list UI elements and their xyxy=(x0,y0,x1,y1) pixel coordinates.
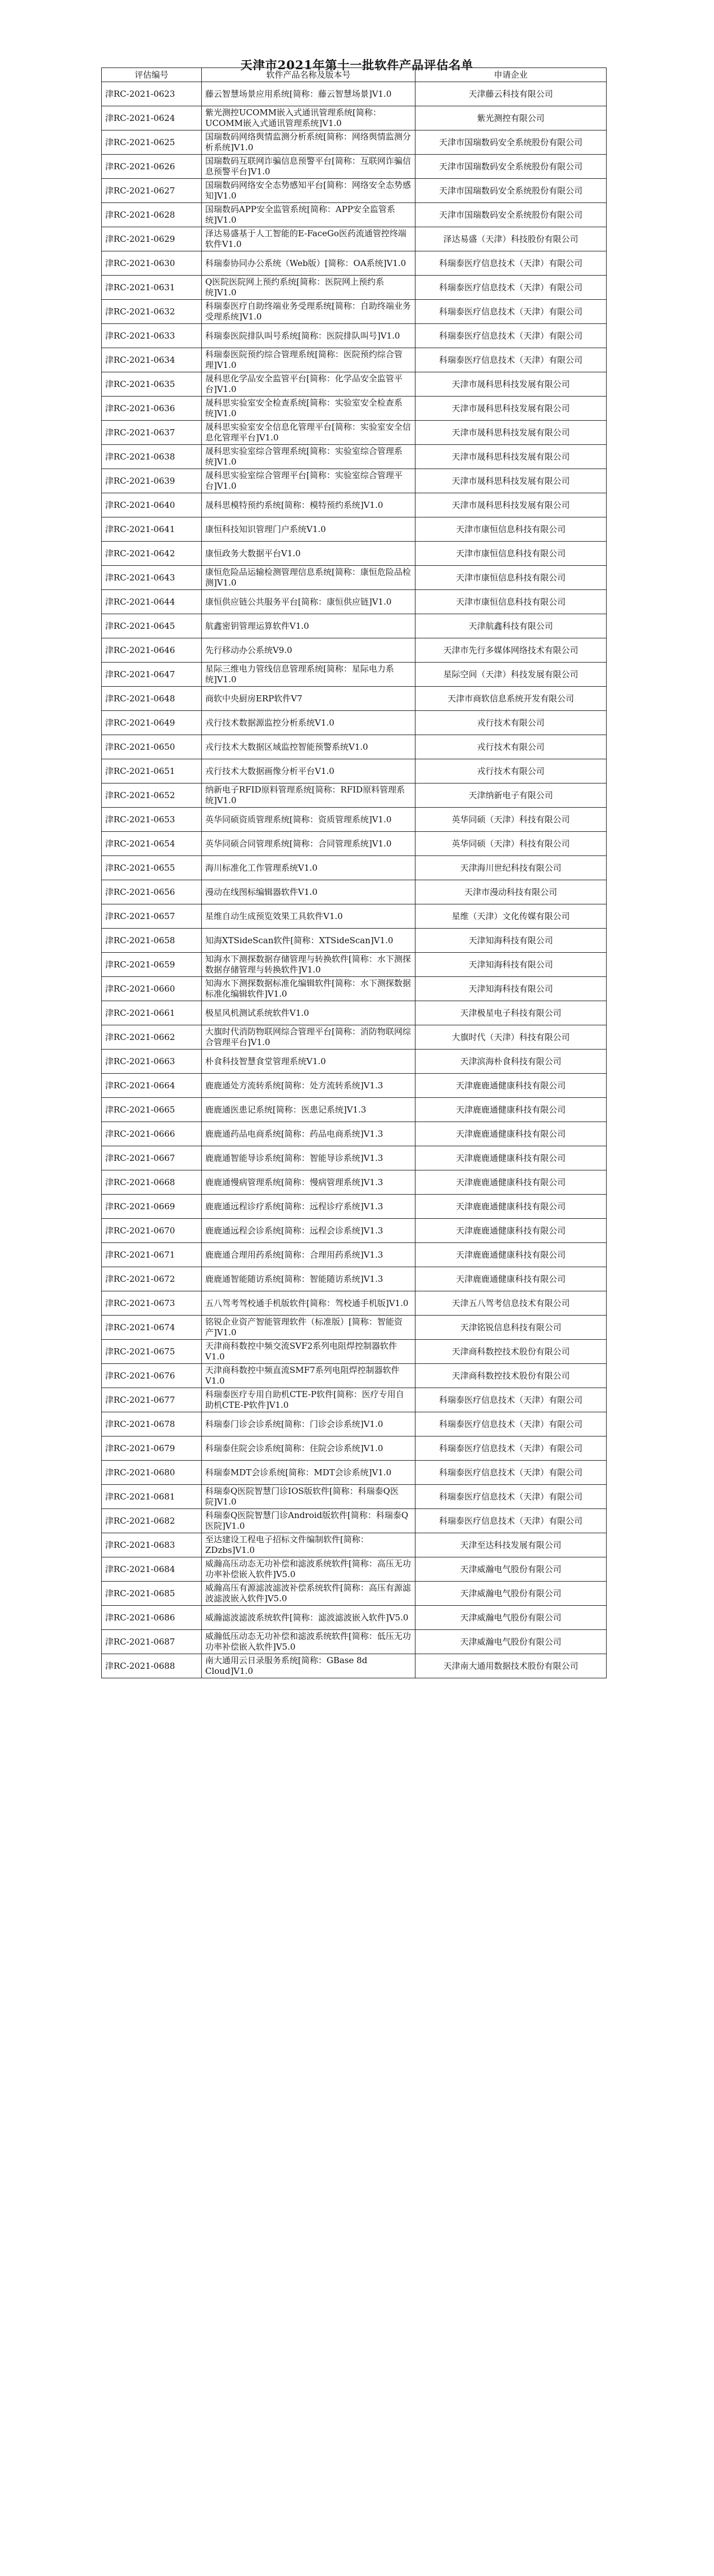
product-name-cell: 紫光测控UCOMM嵌入式通讯管理系统[简称：UCOMM嵌入式通讯管理系统]V1.0 xyxy=(202,106,415,130)
applicant-cell: 天津纳新电子有限公司 xyxy=(415,783,607,808)
table-row xyxy=(102,687,607,711)
eval-id-cell: 津RC-2021-0668 xyxy=(102,1170,202,1195)
product-name-cell: 鹿鹿通合理用药系统[简称：合理用药系统]V1.3 xyxy=(202,1243,415,1267)
table-row xyxy=(102,929,607,953)
eval-id-cell: 津RC-2021-0685 xyxy=(102,1582,202,1606)
eval-id-cell: 津RC-2021-0647 xyxy=(102,663,202,687)
applicant-cell: 天津鹿鹿通健康科技有限公司 xyxy=(415,1122,607,1146)
table-row xyxy=(102,1050,607,1074)
table-row xyxy=(102,590,607,614)
product-name-cell: 威瀚高压有源滤波滤波补偿系统软件[简称：高压有源滤波滤波嵌入软件]V5.0 xyxy=(202,1582,415,1606)
table-row xyxy=(102,1243,607,1267)
applicant-cell: 天津市商软信息系统开发有限公司 xyxy=(415,687,607,711)
table-row xyxy=(102,1606,607,1630)
eval-id-cell: 津RC-2021-0664 xyxy=(102,1074,202,1098)
eval-id-cell: 津RC-2021-0637 xyxy=(102,421,202,445)
table-header-row xyxy=(102,68,607,82)
product-name-cell: 知海水下测探数据存储管理与转换软件[简称：水下测探数据存储管理与转换软件]V1.0 xyxy=(202,953,415,977)
applicant-cell: 天津鹿鹿通健康科技有限公司 xyxy=(415,1098,607,1122)
eval-id-cell: 津RC-2021-0627 xyxy=(102,179,202,203)
table-row xyxy=(102,808,607,832)
product-name-cell: 科瑞泰Q医院智慧门诊Android版软件[简称：科瑞泰Q医院]V1.0 xyxy=(202,1509,415,1533)
eval-id-cell: 津RC-2021-0643 xyxy=(102,566,202,590)
applicant-cell: 科瑞泰医疗信息技术（天津）有限公司 xyxy=(415,324,607,348)
product-name-cell: 南大通用云日录服务系统[简称：GBase 8d Cloud]V1.0 xyxy=(202,1654,415,1678)
applicant-cell: 天津鹿鹿通健康科技有限公司 xyxy=(415,1170,607,1195)
table-row xyxy=(102,735,607,759)
applicant-cell: 英华同硕（天津）科技有限公司 xyxy=(415,832,607,856)
applicant-cell: 天津威瀚电气股份有限公司 xyxy=(415,1557,607,1582)
eval-id-cell: 津RC-2021-0641 xyxy=(102,517,202,542)
eval-id-cell: 津RC-2021-0650 xyxy=(102,735,202,759)
applicant-cell: 科瑞泰医疗信息技术（天津）有限公司 xyxy=(415,1436,607,1461)
eval-id-cell: 津RC-2021-0665 xyxy=(102,1098,202,1122)
applicant-cell: 天津市漫动科技有限公司 xyxy=(415,880,607,904)
eval-id-cell: 津RC-2021-0669 xyxy=(102,1195,202,1219)
eval-id-cell: 津RC-2021-0652 xyxy=(102,783,202,808)
table-row xyxy=(102,130,607,155)
eval-id-cell: 津RC-2021-0638 xyxy=(102,445,202,469)
table-row xyxy=(102,445,607,469)
applicant-cell: 泽达易盛（天津）科技股份有限公司 xyxy=(415,227,607,251)
table-row xyxy=(102,493,607,517)
eval-id-cell: 津RC-2021-0676 xyxy=(102,1364,202,1388)
applicant-cell: 天津知海科技有限公司 xyxy=(415,977,607,1001)
product-name-cell: 星维自动生成预览效果工具软件V1.0 xyxy=(202,904,415,929)
applicant-cell: 天津市康恒信息科技有限公司 xyxy=(415,590,607,614)
applicant-cell: 星际空间（天津）科技发展有限公司 xyxy=(415,663,607,687)
product-name-cell: 国瑞数码网络安全态势感知平台[简称：网络安全态势感知]V1.0 xyxy=(202,179,415,203)
eval-id-cell: 津RC-2021-0623 xyxy=(102,82,202,106)
product-name-cell: 五八驾考驾校通手机版软件[简称：驾校通手机版]V1.0 xyxy=(202,1291,415,1316)
table-row xyxy=(102,1388,607,1412)
product-name-cell: 英华同硕资质管理系统[简称：资质管理系统]V1.0 xyxy=(202,808,415,832)
product-name-cell: 康恒政务大数据平台V1.0 xyxy=(202,542,415,566)
applicant-cell: 天津知海科技有限公司 xyxy=(415,929,607,953)
applicant-cell: 天津威瀚电气股份有限公司 xyxy=(415,1582,607,1606)
table-row xyxy=(102,179,607,203)
table-body xyxy=(102,82,607,1678)
applicant-cell: 科瑞泰医疗信息技术（天津）有限公司 xyxy=(415,348,607,372)
table-row xyxy=(102,759,607,783)
table-row xyxy=(102,1630,607,1654)
table-row xyxy=(102,1582,607,1606)
eval-id-cell: 津RC-2021-0675 xyxy=(102,1340,202,1364)
applicant-cell: 天津威瀚电气股份有限公司 xyxy=(415,1630,607,1654)
product-name-cell: 晟科思实验室安全检查系统[简称：实验室安全检查系统]V1.0 xyxy=(202,397,415,421)
eval-id-cell: 津RC-2021-0653 xyxy=(102,808,202,832)
product-name-cell: 航鑫密钥管理运算软件V1.0 xyxy=(202,614,415,638)
eval-id-cell: 津RC-2021-0666 xyxy=(102,1122,202,1146)
eval-id-cell: 津RC-2021-0683 xyxy=(102,1533,202,1557)
applicant-cell: 科瑞泰医疗信息技术（天津）有限公司 xyxy=(415,1485,607,1509)
applicant-cell: 天津市康恒信息科技有限公司 xyxy=(415,542,607,566)
table-row xyxy=(102,1412,607,1436)
applicant-cell: 天津滨海朴食科技有限公司 xyxy=(415,1050,607,1074)
eval-id-cell: 津RC-2021-0673 xyxy=(102,1291,202,1316)
table-row xyxy=(102,517,607,542)
product-name-cell: 康恒危险品运输检测管理信息系统[简称：康恒危险品检测]V1.0 xyxy=(202,566,415,590)
eval-id-cell: 津RC-2021-0649 xyxy=(102,711,202,735)
eval-id-cell: 津RC-2021-0684 xyxy=(102,1557,202,1582)
eval-id-cell: 津RC-2021-0629 xyxy=(102,227,202,251)
applicant-cell: 戎行技术有限公司 xyxy=(415,711,607,735)
product-name-cell: 知海水下测探数据标准化编辑软件[简称：水下测探数据标准化编辑软件]V1.0 xyxy=(202,977,415,1001)
applicant-cell: 天津鹿鹿通健康科技有限公司 xyxy=(415,1074,607,1098)
product-name-cell: 天津商科数控中频交流SVF2系列电阻焊控制器软件V1.0 xyxy=(202,1340,415,1364)
product-name-cell: 朴食科技智慧食堂管理系统V1.0 xyxy=(202,1050,415,1074)
eval-id-cell: 津RC-2021-0679 xyxy=(102,1436,202,1461)
header-eval-id: 评估编号 xyxy=(102,68,202,82)
table-row xyxy=(102,542,607,566)
header-applicant: 申请企业 xyxy=(415,68,607,82)
applicant-cell: 科瑞泰医疗信息技术（天津）有限公司 xyxy=(415,1461,607,1485)
table-row xyxy=(102,566,607,590)
product-name-cell: 鹿鹿通药品电商系统[简称：药品电商系统]V1.3 xyxy=(202,1122,415,1146)
eval-id-cell: 津RC-2021-0658 xyxy=(102,929,202,953)
table-row xyxy=(102,638,607,663)
table-row xyxy=(102,155,607,179)
product-name-cell: 戎行技术数据源监控分析系统V1.0 xyxy=(202,711,415,735)
table-row xyxy=(102,1461,607,1485)
product-name-cell: 大旗时代消防物联网综合管理平台[简称：消防物联网综合管理平台]V1.0 xyxy=(202,1025,415,1050)
table-row xyxy=(102,1364,607,1388)
product-name-cell: 鹿鹿通远程会诊系统[简称：远程会诊系统]V1.3 xyxy=(202,1219,415,1243)
eval-id-cell: 津RC-2021-0674 xyxy=(102,1316,202,1340)
eval-id-cell: 津RC-2021-0663 xyxy=(102,1050,202,1074)
table-row xyxy=(102,856,607,880)
product-evaluation-table xyxy=(101,67,607,1678)
product-name-cell: 鹿鹿通智能随访系统[简称：智能随访系统]V1.3 xyxy=(202,1267,415,1291)
table-row xyxy=(102,832,607,856)
table-row xyxy=(102,324,607,348)
eval-id-cell: 津RC-2021-0651 xyxy=(102,759,202,783)
eval-id-cell: 津RC-2021-0688 xyxy=(102,1654,202,1678)
table-row xyxy=(102,1025,607,1050)
product-name-cell: 海川标准化工作管理系统V1.0 xyxy=(202,856,415,880)
product-name-cell: 科瑞泰住院会诊系统[简称：住院会诊系统]V1.0 xyxy=(202,1436,415,1461)
product-name-cell: 康恒供应链公共服务平台[简称：康恒供应链]V1.0 xyxy=(202,590,415,614)
product-name-cell: 纳新电子RFID原料管理系统[简称：RFID原料管理系统]V1.0 xyxy=(202,783,415,808)
applicant-cell: 天津南大通用数据技术股份有限公司 xyxy=(415,1654,607,1678)
applicant-cell: 天津鹿鹿通健康科技有限公司 xyxy=(415,1195,607,1219)
product-name-cell: 先行移动办公系统V9.0 xyxy=(202,638,415,663)
product-name-cell: 晟科思模特预约系统[简称：模特预约系统]V1.0 xyxy=(202,493,415,517)
applicant-cell: 天津极星电子科技有限公司 xyxy=(415,1001,607,1025)
applicant-cell: 天津航鑫科技有限公司 xyxy=(415,614,607,638)
eval-id-cell: 津RC-2021-0659 xyxy=(102,953,202,977)
table-row xyxy=(102,1122,607,1146)
product-name-cell: 科瑞泰医疗自助终端业务受理系统[简称：自助终端业务受理系统]V1.0 xyxy=(202,300,415,324)
eval-id-cell: 津RC-2021-0640 xyxy=(102,493,202,517)
product-name-cell: 科瑞泰医院排队叫号系统[简称：医院排队叫号]V1.0 xyxy=(202,324,415,348)
eval-id-cell: 津RC-2021-0632 xyxy=(102,300,202,324)
applicant-cell: 天津市国瑞数码安全系统股份有限公司 xyxy=(415,130,607,155)
applicant-cell: 天津市晟科思科技发展有限公司 xyxy=(415,421,607,445)
table-row xyxy=(102,1195,607,1219)
eval-id-cell: 津RC-2021-0625 xyxy=(102,130,202,155)
product-name-cell: 天津商科数控中频直流SMF7系列电阻焊控制器软件V1.0 xyxy=(202,1364,415,1388)
applicant-cell: 科瑞泰医疗信息技术（天津）有限公司 xyxy=(415,276,607,300)
applicant-cell: 英华同硕（天津）科技有限公司 xyxy=(415,808,607,832)
table-row xyxy=(102,977,607,1001)
product-name-cell: 晟科思实验室综合管理系统[简称：实验室综合管理系统]V1.0 xyxy=(202,445,415,469)
applicant-cell: 天津市康恒信息科技有限公司 xyxy=(415,566,607,590)
table-row xyxy=(102,783,607,808)
eval-id-cell: 津RC-2021-0670 xyxy=(102,1219,202,1243)
product-name-cell: 威瀚高压动态无功补偿和滤波系统软件[简称：高压无功功率补偿嵌入软件]V5.0 xyxy=(202,1557,415,1582)
table-row xyxy=(102,1098,607,1122)
applicant-cell: 天津市晟科思科技发展有限公司 xyxy=(415,493,607,517)
eval-id-cell: 津RC-2021-0678 xyxy=(102,1412,202,1436)
eval-id-cell: 津RC-2021-0624 xyxy=(102,106,202,130)
table-row xyxy=(102,203,607,227)
eval-id-cell: 津RC-2021-0677 xyxy=(102,1388,202,1412)
product-name-cell: 至达建设工程电子招标文件编制软件[简称：ZDzbs]V1.0 xyxy=(202,1533,415,1557)
product-name-cell: 商软中央厨房ERP软件V7 xyxy=(202,687,415,711)
eval-id-cell: 津RC-2021-0681 xyxy=(102,1485,202,1509)
eval-id-cell: 津RC-2021-0657 xyxy=(102,904,202,929)
applicant-cell: 戎行技术有限公司 xyxy=(415,759,607,783)
table-row xyxy=(102,1436,607,1461)
document-title: 天津市2021年第十一批软件产品评估名单 xyxy=(240,58,474,72)
product-name-cell: 康恒科技知识管理门户系统V1.0 xyxy=(202,517,415,542)
table-row xyxy=(102,1533,607,1557)
table-row xyxy=(102,82,607,106)
eval-id-cell: 津RC-2021-0648 xyxy=(102,687,202,711)
product-name-cell: 戎行技术大数据画像分析平台V1.0 xyxy=(202,759,415,783)
table-row xyxy=(102,904,607,929)
eval-id-cell: 津RC-2021-0687 xyxy=(102,1630,202,1654)
product-name-cell: Q医院医院网上预约系统[简称：医院网上预约系统]V1.0 xyxy=(202,276,415,300)
product-name-cell: 科瑞泰MDT会诊系统[简称：MDT会诊系统]V1.0 xyxy=(202,1461,415,1485)
eval-id-cell: 津RC-2021-0656 xyxy=(102,880,202,904)
eval-id-cell: 津RC-2021-0639 xyxy=(102,469,202,493)
product-name-cell: 泽达易盛基于人工智能的E-FaceGo医药流通管控终端软件V1.0 xyxy=(202,227,415,251)
eval-id-cell: 津RC-2021-0626 xyxy=(102,155,202,179)
product-name-cell: 晟科思实验室安全信息化管理平台[简称：实验室安全信息化管理平台]V1.0 xyxy=(202,421,415,445)
product-name-cell: 国瑞数码APP安全监管系统[简称：APP安全监管系统]V1.0 xyxy=(202,203,415,227)
product-name-cell: 极星风机测试系统软件V1.0 xyxy=(202,1001,415,1025)
eval-id-cell: 津RC-2021-0636 xyxy=(102,397,202,421)
table-row xyxy=(102,348,607,372)
table-row xyxy=(102,1557,607,1582)
product-name-cell: 科瑞泰医疗专用自助机CTE-P软件[简称：医疗专用自助机CTE-P软件]V1.0 xyxy=(202,1388,415,1412)
eval-id-cell: 津RC-2021-0645 xyxy=(102,614,202,638)
table-row xyxy=(102,1509,607,1533)
table-row xyxy=(102,614,607,638)
applicant-cell: 天津鹿鹿通健康科技有限公司 xyxy=(415,1219,607,1243)
product-name-cell: 鹿鹿通远程诊疗系统[简称：远程诊疗系统]V1.3 xyxy=(202,1195,415,1219)
table-row xyxy=(102,421,607,445)
eval-id-cell: 津RC-2021-0631 xyxy=(102,276,202,300)
applicant-cell: 天津市晟科思科技发展有限公司 xyxy=(415,469,607,493)
product-name-cell: 国瑞数码网络舆情监测分析系统[简称：网络舆情监测分析系统]V1.0 xyxy=(202,130,415,155)
applicant-cell: 天津至达科技发展有限公司 xyxy=(415,1533,607,1557)
table-row xyxy=(102,1340,607,1364)
product-name-cell: 星际三维电力管线信息管理系统[简称：星际电力系统]V1.0 xyxy=(202,663,415,687)
table-row xyxy=(102,1316,607,1340)
applicant-cell: 科瑞泰医疗信息技术（天津）有限公司 xyxy=(415,1509,607,1533)
applicant-cell: 天津市先行多媒体网络技术有限公司 xyxy=(415,638,607,663)
eval-id-cell: 津RC-2021-0655 xyxy=(102,856,202,880)
table-row xyxy=(102,397,607,421)
table-row xyxy=(102,1654,607,1678)
applicant-cell: 天津五八驾考信息技术有限公司 xyxy=(415,1291,607,1316)
table-row xyxy=(102,227,607,251)
table-row xyxy=(102,1170,607,1195)
eval-id-cell: 津RC-2021-0633 xyxy=(102,324,202,348)
product-name-cell: 藤云智慧场景应用系统[简称：藤云智慧场景]V1.0 xyxy=(202,82,415,106)
applicant-cell: 天津商科数控技术股份有限公司 xyxy=(415,1340,607,1364)
product-name-cell: 晟科思实验室综合管理平台[简称：实验室综合管理平台]V1.0 xyxy=(202,469,415,493)
eval-id-cell: 津RC-2021-0680 xyxy=(102,1461,202,1485)
product-name-cell: 科瑞泰医院预约综合管理系统[简称：医院预约综合管理]V1.0 xyxy=(202,348,415,372)
applicant-cell: 天津海川世纪科技有限公司 xyxy=(415,856,607,880)
table-row xyxy=(102,276,607,300)
product-name-cell: 铭锐企业资产智能管理软件（标准版）[简称：智能资产]V1.0 xyxy=(202,1316,415,1340)
applicant-cell: 紫光测控有限公司 xyxy=(415,106,607,130)
product-name-cell: 鹿鹿通处方流转系统[简称：处方流转系统]V1.3 xyxy=(202,1074,415,1098)
applicant-cell: 天津鹿鹿通健康科技有限公司 xyxy=(415,1146,607,1170)
product-name-cell: 鹿鹿通医患记系统[简称：医患记系统]V1.3 xyxy=(202,1098,415,1122)
eval-id-cell: 津RC-2021-0661 xyxy=(102,1001,202,1025)
eval-id-cell: 津RC-2021-0686 xyxy=(102,1606,202,1630)
product-name-cell: 科瑞泰Q医院智慧门诊IOS版软件[简称：科瑞泰Q医院]V1.0 xyxy=(202,1485,415,1509)
applicant-cell: 天津市国瑞数码安全系统股份有限公司 xyxy=(415,155,607,179)
applicant-cell: 天津市晟科思科技发展有限公司 xyxy=(415,372,607,397)
table-row xyxy=(102,1267,607,1291)
applicant-cell: 戎行技术有限公司 xyxy=(415,735,607,759)
product-name-cell: 鹿鹿通智能导诊系统[简称：智能导诊系统]V1.3 xyxy=(202,1146,415,1170)
eval-id-cell: 津RC-2021-0628 xyxy=(102,203,202,227)
applicant-cell: 星维（天津）文化传媒有限公司 xyxy=(415,904,607,929)
eval-id-cell: 津RC-2021-0682 xyxy=(102,1509,202,1533)
product-name-cell: 漫动在线图标编辑器软件V1.0 xyxy=(202,880,415,904)
product-name-cell: 威瀚低压动态无功补偿和滤波系统软件[简称：低压无功功率补偿嵌入软件]V5.0 xyxy=(202,1630,415,1654)
applicant-cell: 天津市国瑞数码安全系统股份有限公司 xyxy=(415,203,607,227)
eval-id-cell: 津RC-2021-0635 xyxy=(102,372,202,397)
applicant-cell: 科瑞泰医疗信息技术（天津）有限公司 xyxy=(415,300,607,324)
applicant-cell: 天津鹿鹿通健康科技有限公司 xyxy=(415,1267,607,1291)
eval-id-cell: 津RC-2021-0630 xyxy=(102,251,202,276)
applicant-cell: 天津市康恒信息科技有限公司 xyxy=(415,517,607,542)
applicant-cell: 科瑞泰医疗信息技术（天津）有限公司 xyxy=(415,251,607,276)
applicant-cell: 天津威瀚电气股份有限公司 xyxy=(415,1606,607,1630)
product-name-cell: 知海XTSideScan软件[简称：XTSideScan]V1.0 xyxy=(202,929,415,953)
header-product-name: 软件产品名称及版本号 xyxy=(202,68,415,82)
eval-id-cell: 津RC-2021-0644 xyxy=(102,590,202,614)
table-row xyxy=(102,1485,607,1509)
product-name-cell: 威瀚滤波滤波系统软件[简称：滤波滤波嵌入软件]V5.0 xyxy=(202,1606,415,1630)
eval-id-cell: 津RC-2021-0667 xyxy=(102,1146,202,1170)
table-row xyxy=(102,663,607,687)
eval-id-cell: 津RC-2021-0654 xyxy=(102,832,202,856)
applicant-cell: 天津市晟科思科技发展有限公司 xyxy=(415,445,607,469)
eval-id-cell: 津RC-2021-0662 xyxy=(102,1025,202,1050)
product-name-cell: 晟科思化学品安全监管平台[简称：化学品安全监管平台]V1.0 xyxy=(202,372,415,397)
product-name-cell: 科瑞泰门诊会诊系统[简称：门诊会诊系统]V1.0 xyxy=(202,1412,415,1436)
product-name-cell: 戎行技术大数据区域监控智能预警系统V1.0 xyxy=(202,735,415,759)
table-row xyxy=(102,300,607,324)
applicant-cell: 天津藤云科技有限公司 xyxy=(415,82,607,106)
table-row xyxy=(102,372,607,397)
applicant-cell: 天津市晟科思科技发展有限公司 xyxy=(415,397,607,421)
table-row xyxy=(102,106,607,130)
table-row xyxy=(102,1219,607,1243)
applicant-cell: 天津知海科技有限公司 xyxy=(415,953,607,977)
eval-id-cell: 津RC-2021-0671 xyxy=(102,1243,202,1267)
applicant-cell: 科瑞泰医疗信息技术（天津）有限公司 xyxy=(415,1412,607,1436)
product-name-cell: 国瑞数码互联网诈骗信息预警平台[简称：互联网诈骗信息预警平台]V1.0 xyxy=(202,155,415,179)
eval-id-cell: 津RC-2021-0642 xyxy=(102,542,202,566)
eval-id-cell: 津RC-2021-0634 xyxy=(102,348,202,372)
table-row xyxy=(102,1001,607,1025)
table-row xyxy=(102,711,607,735)
applicant-cell: 天津商科数控技术股份有限公司 xyxy=(415,1364,607,1388)
eval-id-cell: 津RC-2021-0660 xyxy=(102,977,202,1001)
table-row xyxy=(102,1074,607,1098)
eval-id-cell: 津RC-2021-0672 xyxy=(102,1267,202,1291)
applicant-cell: 天津鹿鹿通健康科技有限公司 xyxy=(415,1243,607,1267)
table-row xyxy=(102,953,607,977)
applicant-cell: 天津市国瑞数码安全系统股份有限公司 xyxy=(415,179,607,203)
applicant-cell: 天津铭锐信息科技有限公司 xyxy=(415,1316,607,1340)
applicant-cell: 科瑞泰医疗信息技术（天津）有限公司 xyxy=(415,1388,607,1412)
product-name-cell: 科瑞泰协同办公系统（Web版）[简称：OA系统]V1.0 xyxy=(202,251,415,276)
eval-id-cell: 津RC-2021-0646 xyxy=(102,638,202,663)
table-row xyxy=(102,880,607,904)
table-row xyxy=(102,1146,607,1170)
table-row xyxy=(102,1291,607,1316)
table-row xyxy=(102,251,607,276)
table-row xyxy=(102,469,607,493)
applicant-cell: 大旗时代（天津）科技有限公司 xyxy=(415,1025,607,1050)
product-name-cell: 鹿鹿通慢病管理系统[简称：慢病管理系统]V1.3 xyxy=(202,1170,415,1195)
product-name-cell: 英华同硕合同管理系统[简称：合同管理系统]V1.0 xyxy=(202,832,415,856)
